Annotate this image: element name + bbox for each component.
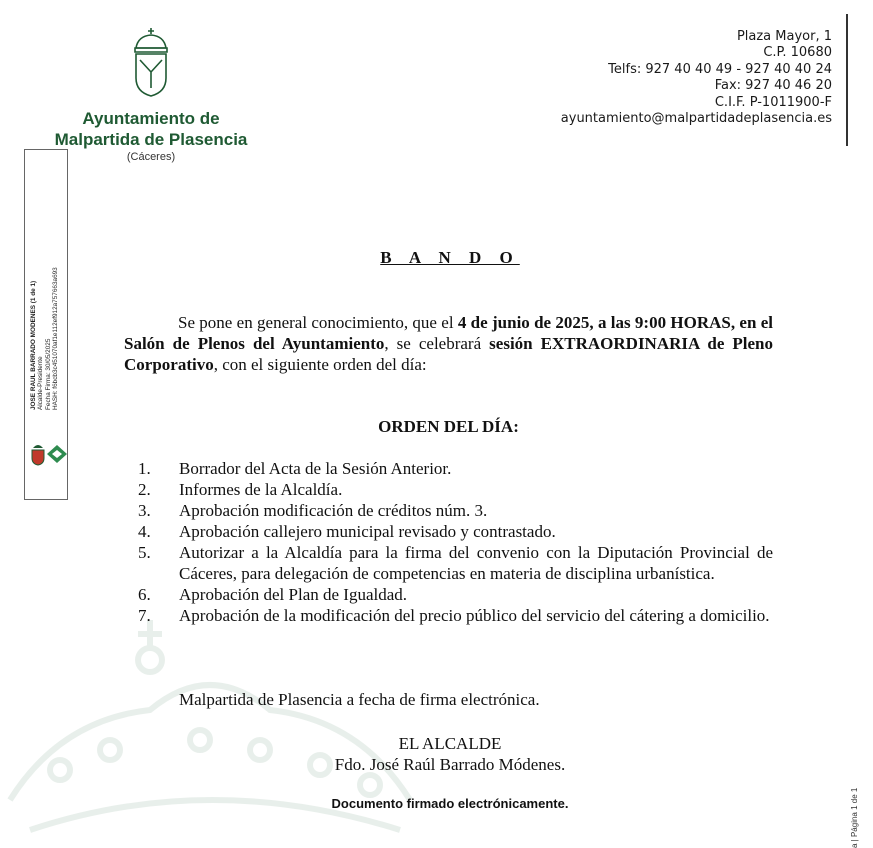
municipality-name xyxy=(40,108,262,150)
list-item-text: Borrador del Acta de la Sesión Anterior. xyxy=(179,459,452,478)
list-item-text: Autorizar a la Alcaldía para la firma del convenio con la Diputación Provincial de Cáceres, para delegación de competencias en materia de disciplina urbanística. xyxy=(179,543,773,583)
contact-block xyxy=(561,29,832,127)
list-item xyxy=(124,479,773,500)
contact-email[interactable]: ayuntamiento@malpartidadeplasencia.es xyxy=(560,111,832,127)
contact-fax: Fax: 927 40 46 20 xyxy=(714,78,832,94)
coat-of-arms-icon xyxy=(128,26,174,98)
agenda-title: ORDEN DEL DÍA: xyxy=(378,417,519,436)
contact-postal-code: C.P. 10680 xyxy=(763,45,832,61)
list-item-number: 1. xyxy=(138,459,151,478)
list-item xyxy=(124,458,773,479)
signature-date: Fecha Firma: 30/05/2025 xyxy=(44,338,52,410)
signer-block xyxy=(300,733,600,775)
list-item xyxy=(124,521,773,542)
page-margin-note: a | Página 1 de 1 xyxy=(850,787,859,848)
intro-date-place: 4 de junio de 2025, a las 9:00 HORAS, en el Salón de Plenos del Ayuntamiento xyxy=(124,313,773,353)
closing-line: Malpartida de Plasencia a fecha de firma electrónica. xyxy=(179,690,540,709)
list-item-number: 4. xyxy=(138,522,151,541)
document-title-text: B A N D O xyxy=(380,248,520,267)
intro-paragraph xyxy=(124,312,773,375)
list-item-number: 2. xyxy=(138,480,151,499)
signature-role: Alcalde-Presidente xyxy=(37,356,45,410)
list-item xyxy=(124,605,773,626)
list-item xyxy=(124,500,773,521)
intro-text-3: , con el siguiente orden del día: xyxy=(213,355,427,374)
municipality-line-2: Malpartida de Plasencia xyxy=(54,130,248,149)
municipality-line-1: Ayuntamiento de xyxy=(82,109,220,128)
small-coat-icon xyxy=(29,440,47,466)
header-divider xyxy=(846,14,848,146)
region-flag-icon xyxy=(46,444,68,464)
intro-text-2: , se celebrará xyxy=(384,334,490,353)
intro-text-1: Se pone en general conocimiento, que el xyxy=(178,313,458,332)
contact-address: Plaza Mayor, 1 xyxy=(736,29,832,44)
list-item xyxy=(124,542,773,584)
list-item-text: Aprobación del Plan de Igualdad. xyxy=(179,585,408,604)
province: (Cáceres) xyxy=(126,151,176,163)
list-item-text: Aprobación de la modificación del precio público del servicio del cátering a domicilio. xyxy=(179,606,770,625)
list-item-text: Aprobación callejero municipal revisado y contrastado. xyxy=(179,522,556,541)
e-signature-footer: Documento firmado electrónicamente. xyxy=(331,796,569,811)
list-item-text: Informes de la Alcaldía. xyxy=(179,480,343,499)
signature-signer: JOSE RAUL BARRADO MODENES (1 de 1) xyxy=(30,280,37,410)
list-item-number: 7. xyxy=(138,606,151,625)
signer-name: Fdo. José Raúl Barrado Módenes. xyxy=(334,755,566,774)
signature-hash: HASH: f6bcb3c451070af1e112ef912a757663a693 xyxy=(51,267,59,410)
agenda-list xyxy=(124,458,773,626)
list-item-text: Aprobación modificación de créditos núm. 3. xyxy=(179,501,488,520)
list-item xyxy=(124,584,773,605)
signer-title: EL ALCALDE xyxy=(398,734,502,753)
document-title xyxy=(300,248,600,268)
list-item-number: 6. xyxy=(138,585,151,604)
contact-cif: C.I.F. P-1011900-F xyxy=(714,94,832,110)
intro-session-type: sesión EXTRAORDINARIA de Pleno Corporativo xyxy=(124,334,774,374)
list-item-number: 5. xyxy=(138,543,151,562)
signature-stamp-text xyxy=(30,240,59,410)
list-item-number: 3. xyxy=(138,501,151,520)
contact-phones: Telfs: 927 40 40 49 - 927 40 40 24 xyxy=(608,61,832,77)
